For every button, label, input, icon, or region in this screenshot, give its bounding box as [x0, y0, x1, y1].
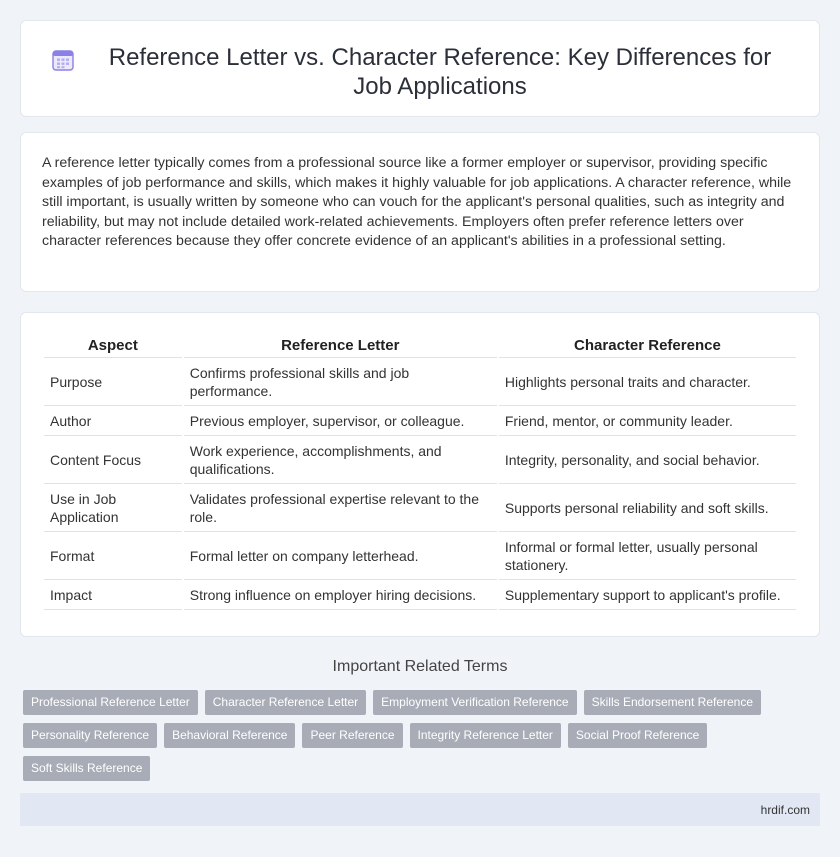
- table-cell: Supports personal reliability and soft skills.: [499, 484, 796, 532]
- related-term-tag[interactable]: Social Proof Reference: [568, 723, 707, 748]
- table-cell: Friend, mentor, or community leader.: [499, 406, 796, 436]
- table-cell: Integrity, personality, and social behavior.: [499, 436, 796, 484]
- table-cell: Work experience, accomplishments, and qualifications.: [184, 436, 497, 484]
- table-cell: Previous employer, supervisor, or colleague.: [184, 406, 497, 436]
- table-cell: Confirms professional skills and job performance.: [184, 358, 497, 406]
- related-term-tag[interactable]: Peer Reference: [302, 723, 402, 748]
- header-character-reference: Character Reference: [499, 333, 796, 358]
- page-title: Reference Letter vs. Character Reference: Key Differences for Job Applications: [108, 44, 772, 100]
- table-cell: Supplementary support to applicant's profile.: [499, 580, 796, 610]
- related-term-tag[interactable]: Soft Skills Reference: [23, 756, 150, 781]
- table-cell: Format: [44, 532, 182, 580]
- comparison-card: [20, 312, 820, 637]
- intro-card: [20, 132, 820, 292]
- table-header-row: [44, 333, 796, 358]
- table-cell: Content Focus: [44, 436, 182, 484]
- table-cell: Strong influence on employer hiring decisions.: [184, 580, 497, 610]
- related-term-tag[interactable]: Personality Reference: [23, 723, 157, 748]
- intro-paragraph: A reference letter typically comes from a professional source like a former employer or supervisor, providing specific examples of job performance and skills, which makes it highly valuable for job applications. A character reference, while still important, is usually written by someone who can vouch for the applicant's personal qualities, such as integrity and reliability, but may not include detailed work-related achievements. Employers often prefer reference letters over character references because they offer concrete evidence of an applicant's abilities in a professional setting.: [42, 155, 792, 249]
- table-row: [44, 484, 796, 532]
- related-terms-list: [23, 690, 813, 781]
- related-term-tag[interactable]: Employment Verification Reference: [373, 690, 576, 715]
- table-cell: Validates professional expertise relevant to the role.: [184, 484, 497, 532]
- table-row: [44, 580, 796, 610]
- related-term-tag[interactable]: Professional Reference Letter: [23, 690, 198, 715]
- footer: [20, 793, 820, 826]
- table-row: [44, 358, 796, 406]
- table-cell: Highlights personal traits and character.: [499, 358, 796, 406]
- table-cell: Use in Job Application: [44, 484, 182, 532]
- related-term-tag[interactable]: Integrity Reference Letter: [410, 723, 561, 748]
- table-cell: Formal letter on company letterhead.: [184, 532, 497, 580]
- table-cell: Purpose: [44, 358, 182, 406]
- header-card: [20, 20, 820, 117]
- header-reference-letter: Reference Letter: [184, 333, 497, 358]
- comparison-table: [42, 333, 798, 610]
- related-term-tag[interactable]: Behavioral Reference: [164, 723, 295, 748]
- table-row: [44, 532, 796, 580]
- related-terms-title: Important Related Terms: [332, 658, 508, 675]
- footer-site-link[interactable]: hrdif.com: [760, 803, 810, 817]
- table-cell: Author: [44, 406, 182, 436]
- table-row: [44, 406, 796, 436]
- related-term-tag[interactable]: Character Reference Letter: [205, 690, 366, 715]
- header-aspect: Aspect: [44, 333, 182, 358]
- table-cell: Informal or formal letter, usually personal stationery.: [499, 532, 796, 580]
- table-row: [44, 436, 796, 484]
- table-cell: Impact: [44, 580, 182, 610]
- related-term-tag[interactable]: Skills Endorsement Reference: [584, 690, 761, 715]
